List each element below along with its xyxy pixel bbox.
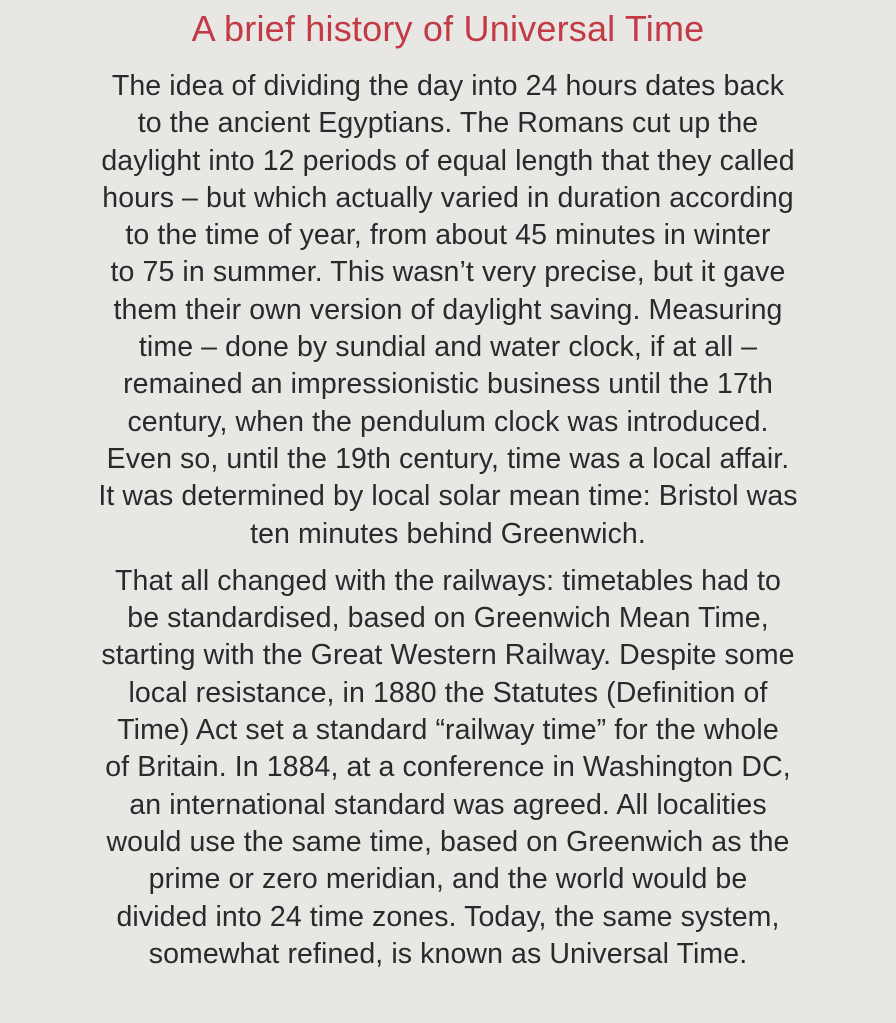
paragraph-line: It was determined by local solar mean time: Bristol was — [98, 480, 798, 513]
paragraph-line: an international standard was agreed. All localities — [129, 788, 767, 821]
paragraph-line: The idea of dividing the day into 24 hours dates back — [111, 70, 785, 102]
paragraph-line: time – done by sundial and water clock, if at all – — [138, 331, 758, 364]
paragraph-line: would use the same time, based on Greenwich as the — [106, 825, 790, 858]
paragraph-line: hours – but which actually varied in duration according — [102, 181, 794, 214]
paragraph-line: Even so, until the 19th century, time was a local affair. — [106, 442, 790, 475]
paragraph-line: divided into 24 time zones. Today, the same system, — [116, 900, 780, 933]
paragraph-line: remained an impressionistic business until the 17th — [123, 368, 773, 401]
article-title: A brief history of Universal Time — [191, 8, 705, 49]
paragraph-line: them their own version of daylight saving. Measuring — [113, 293, 783, 326]
paragraph-line: ten minutes behind Greenwich. — [250, 517, 646, 550]
paragraph-line: prime or zero meridian, and the world would be — [148, 863, 748, 896]
paragraph-line: to the time of year, from about 45 minutes in winter — [125, 219, 771, 252]
paragraph-line: Time) Act set a standard “railway time” for the whole — [117, 714, 779, 747]
paragraph-line: century, when the pendulum clock was introduced. — [127, 405, 769, 438]
paragraph-line: starting with the Great Western Railway. Despite some — [101, 639, 795, 672]
paragraph-line: somewhat refined, is known as Universal Time. — [148, 937, 748, 970]
paragraph-line: of Britain. In 1884, at a conference in Washington DC, — [105, 751, 791, 784]
paragraph-1 — [6, 68, 890, 553]
paragraph-line: to 75 in summer. This wasn’t very precise, but it gave — [110, 256, 786, 289]
paragraph-line: local resistance, in 1880 the Statutes (Definition of — [128, 676, 768, 709]
paragraph-line: be standardised, based on Greenwich Mean Time, — [127, 602, 769, 635]
paragraph-line: daylight into 12 periods of equal length that they called — [101, 144, 795, 177]
paragraph-line: to the ancient Egyptians. The Romans cut up the — [137, 107, 759, 140]
paragraph-2 — [6, 563, 890, 973]
paragraph-line: That all changed with the railways: timetables had to — [115, 564, 781, 597]
